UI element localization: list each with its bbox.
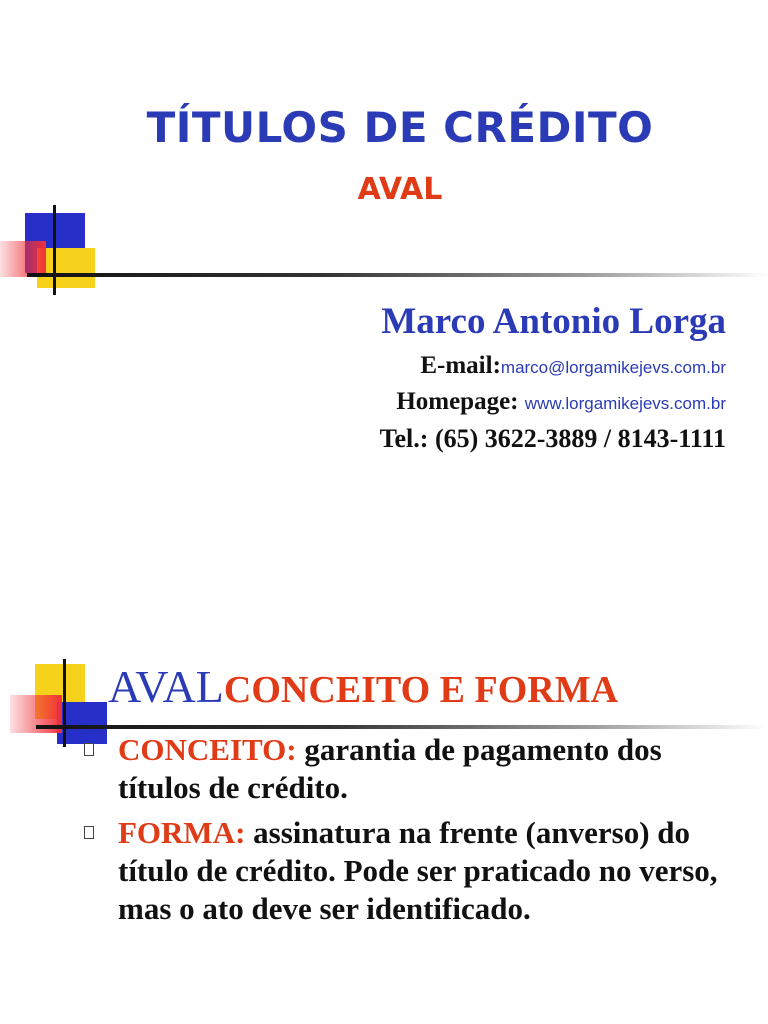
homepage-label: Homepage:: [396, 388, 519, 415]
bullet-text: garantia de pagamento dos títulos de crédito.: [118, 732, 662, 805]
divider-line: [27, 273, 768, 277]
bullet-text: assinatura na frente (anverso) do título de crédito. Pode ser praticado no verso, mas o ato deve ser identificado.: [118, 815, 718, 926]
author-name: Marco Antonio Lorga: [381, 301, 726, 342]
slide-2-title: [108, 660, 618, 713]
homepage-line: [396, 388, 726, 416]
email-link[interactable]: marco@lorgamikejevs.com.br: [500, 358, 726, 377]
email-label: E-mail:: [420, 352, 501, 379]
divider-line: [36, 725, 768, 729]
bullet-marker: [84, 743, 94, 756]
logo-vertical-line: [63, 659, 66, 747]
page-subtitle: AVAL: [357, 172, 443, 207]
email-line: [420, 352, 726, 380]
bullet-label: FORMA:: [118, 815, 246, 850]
slide-2-title-main: AVAL: [108, 661, 224, 712]
bullet-marker: [84, 826, 94, 839]
phone-line: Tel.: (65) 3622-3889 / 8143-1111: [379, 424, 726, 453]
bullet-label: CONCEITO:: [118, 732, 297, 767]
homepage-link[interactable]: www.lorgamikejevs.com.br: [524, 394, 726, 413]
bullet-item: [118, 731, 738, 807]
page-title: TÍTULOS DE CRÉDITO: [146, 103, 654, 152]
bullet-item: [118, 814, 738, 928]
logo-vertical-line: [53, 205, 56, 295]
slide-2-title-sub: CONCEITO E FORMA: [223, 669, 619, 711]
red-square: [0, 241, 46, 277]
